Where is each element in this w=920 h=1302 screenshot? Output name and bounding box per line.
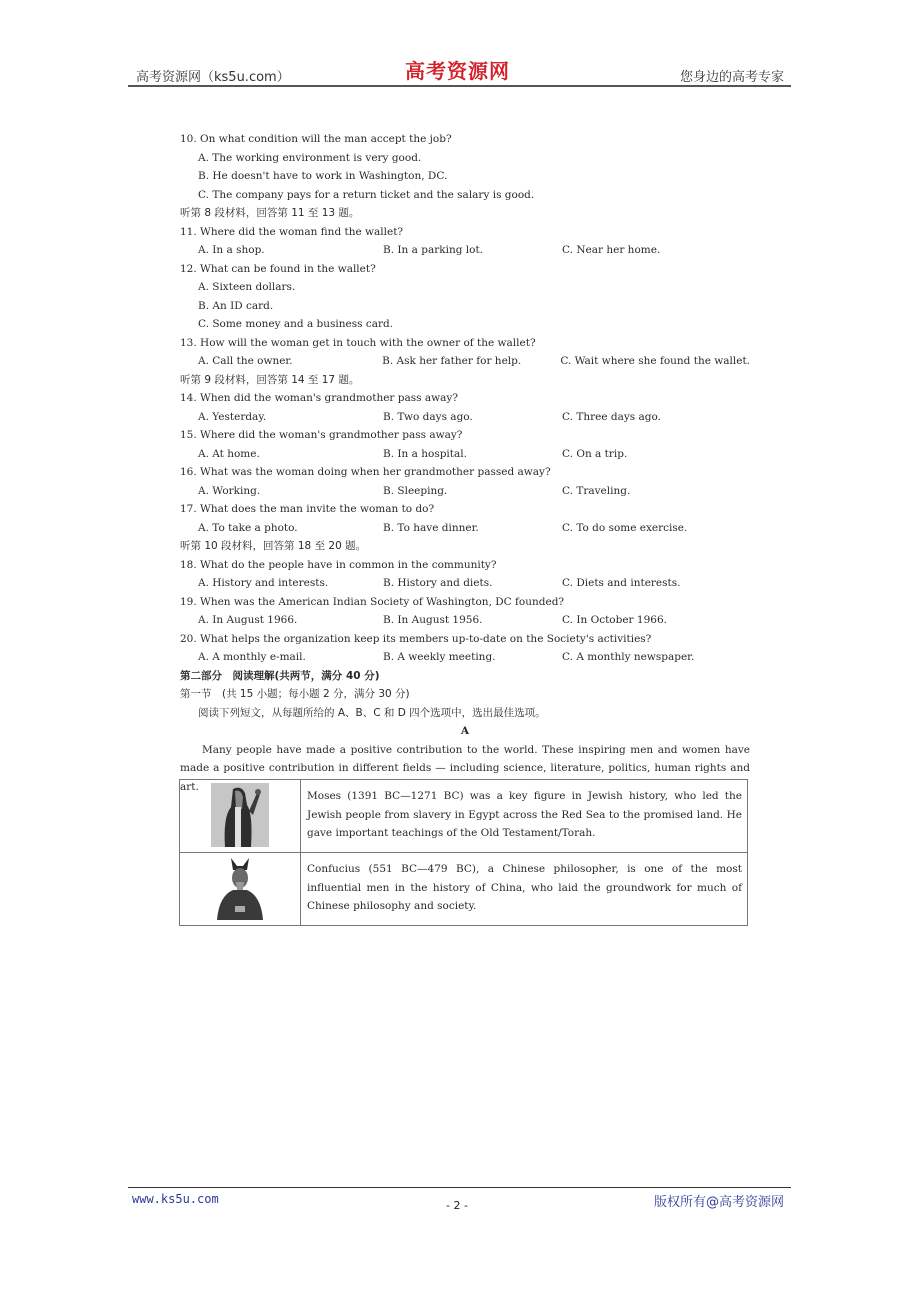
person-description: Moses (1391 BC—1271 BC) was a key figure in Jewish history, who led the Jewish people from slavery in Egypt across the Red Sea to the promised land. He gave important teachings of the Old Testament/Torah. [301,780,748,853]
footer-copyright: 版权所有@高考资源网 [653,1195,784,1210]
option-a: A. Sixteen dollars. [198,281,296,293]
question-20: 20. What helps the organization keep its members up-to-date on the Society's activities? [180,632,652,645]
option: B. He doesn't have to work in Washington, DC. [198,170,448,182]
option-a: A. Working. [198,484,261,497]
question-10: 10. On what condition will the man accept the job? [180,133,452,145]
option-b: B. Two days ago. [383,410,473,423]
portrait-cell [180,780,301,853]
table-row [180,853,748,926]
option-c: C. In October 1966. [562,614,667,626]
options-row [180,445,750,464]
question-11: 11. Where did the woman find the wallet? [180,225,404,238]
option-c: C. Traveling. [562,484,631,497]
options-row [180,519,750,538]
options-row [180,352,750,371]
option: C. The company pays for a return ticket and the salary is good. [198,188,535,201]
people-table [179,779,748,926]
header-logo: 高考资源网 [405,59,510,83]
option-a: A. Call the owner. [198,355,293,367]
option: A. The working environment is very good. [198,151,422,164]
footer-website-link[interactable]: www.ks5u.com [132,1192,219,1206]
question-17: 17. What does the man invite the woman to do? [180,503,435,515]
options-row [180,574,750,593]
question-12: 12. What can be found in the wallet? [180,262,376,275]
option-c: C. Diets and interests. [562,577,681,589]
option-a: A. In August 1966. [198,614,298,626]
question-13: 13. How will the woman get in touch with the owner of the wallet? [180,336,536,349]
option-c: C. On a trip. [562,447,628,460]
option-b: B. To have dinner. [383,521,479,534]
section-instruction-9: 听第 9 段材料，回答第 14 至 17 题。 [180,373,360,386]
option-b: B. An ID card. [198,299,274,312]
question-19: 19. When was the American Indian Society of Washington, DC founded? [180,595,565,608]
question-14: 14. When did the woman's grandmother pass away? [180,392,458,404]
footer-rule [128,1187,791,1188]
exam-content [180,130,750,796]
option-c: C. Three days ago. [562,410,661,423]
moses-portrait-icon [211,783,269,847]
option-a: A. A monthly e-mail. [198,651,306,663]
option-a: A. In a shop. [198,244,265,256]
options-row [180,611,750,630]
part-2-title: 第二部分 阅读理解(共两节，满分 40 分) [180,669,380,682]
option-c: C. Wait where she found the wallet. [560,355,750,367]
option-b: B. Sleeping. [383,484,448,497]
table-row [180,780,748,853]
option-c: C. Some money and a business card. [198,318,394,330]
passage-intro: Many people have made a positive contribution to the world. These inspiring men and women have made a positive contribution in different fields — including science, literature, politics, human rights and art. [180,743,750,793]
header-rule [128,85,791,87]
section-instruction-8: 听第 8 段材料，回答第 11 至 13 题。 [180,207,360,219]
option-b: B. Ask her father for help. [382,355,522,367]
option-c: C. To do some exercise. [562,521,688,534]
option-b: B. History and diets. [383,577,493,589]
section-instruction-10: 听第 10 段材料，回答第 18 至 20 题。 [180,540,367,552]
header-slogan: 您身边的高考专家 [679,70,784,85]
option-a: A. At home. [198,447,260,460]
passage-label: A [460,725,470,737]
person-description: Confucius (551 BC—479 BC), a Chinese philosopher, is one of the most influential men in the history of China, who laid the groundwork for much of Chinese philosophy and society. [301,853,748,926]
option-a: A. History and interests. [198,577,329,589]
option-b: B. A weekly meeting. [383,651,496,663]
option-b: B. In a hospital. [383,447,467,460]
option-c: C. Near her home. [562,244,661,256]
page-number: - 2 - [446,1199,468,1212]
option-a: A. Yesterday. [198,410,267,423]
options-row [180,648,750,667]
portrait-cell [180,853,301,926]
reading-instruction: 阅读下列短文，从每题所给的 A、B、C 和 D 四个选项中，选出最佳选项。 [198,706,546,719]
options-row [180,482,750,501]
option-b: B. In a parking lot. [383,244,484,256]
option-a: A. To take a photo. [198,521,298,534]
options-row [180,408,750,427]
header-site-name: 高考资源网（ks5u.com） [136,70,290,85]
question-18: 18. What do the people have in common in the community? [180,558,497,571]
section-1-title: 第一节 (共 15 小题；每小题 2 分，满分 30 分) [180,688,410,700]
question-16: 16. What was the woman doing when her grandmother passed away? [180,466,551,478]
confucius-portrait-icon [211,856,269,920]
option-b: B. In August 1956. [383,614,483,626]
options-row [180,241,750,260]
question-15: 15. Where did the woman's grandmother pass away? [180,429,463,441]
option-c: C. A monthly newspaper. [562,651,695,663]
